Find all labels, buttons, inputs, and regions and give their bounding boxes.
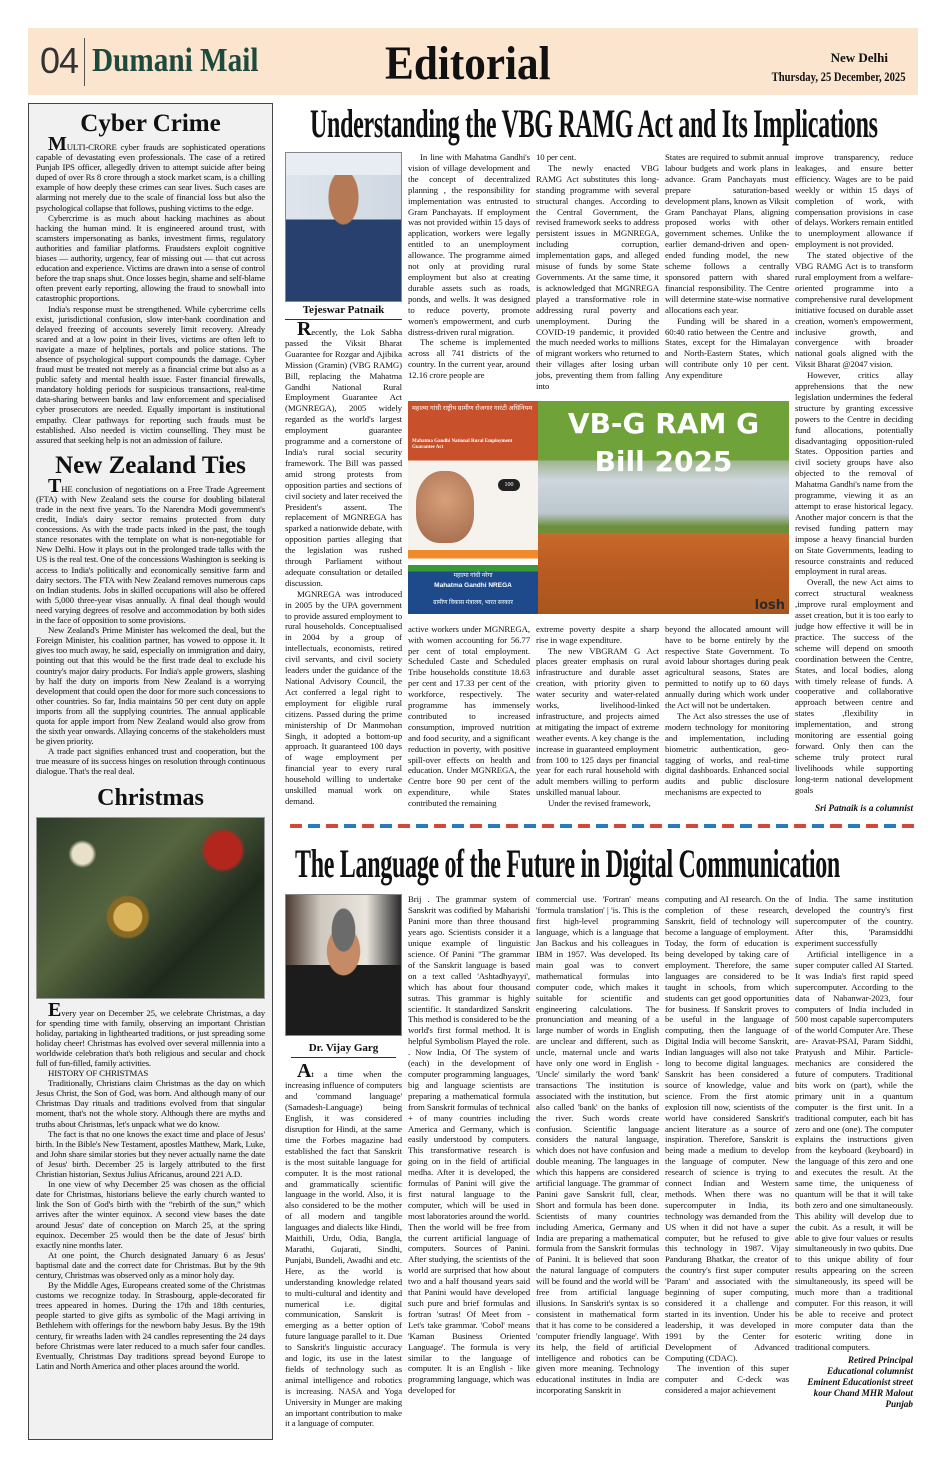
image-overlay-subtitle: Bill 2025 xyxy=(594,445,733,479)
paragraph: States are required to submit annual labour budgets and work plans in advance. Gram Panchayats must prepare saturation-based development plans, known as Viksit Gram Panchayat Plans, aligning proposed works with other government schemes. Unlike the earlier demand-driven and open-ended funding model, the new scheme follows a centrally sponsored pattern with shared financial responsibility. The Centre will determine state-wise normative allocations each year. xyxy=(665,152,789,315)
editorial-christmas xyxy=(36,783,265,1371)
main-articles xyxy=(285,100,918,1429)
article-column xyxy=(536,152,659,397)
paragraph: Under the revised framework, xyxy=(548,798,651,809)
paragraph-text: ecently, the Lok Sabha passed the Viksit Bharat Guarantee for Rozgar and Ajibika Mission (Gramin) (VBG RAMG) Bill, replacing the Mahatma Gandhi National Rural Employment Guarantee Act (MGNREGA), 2005 widely regarded as the world's largest employment guarantee programme and a cornerstone of India's rural social security framework. The Bill was passed amid strong protests from opposition parties and sections of civil society and later received the President's assent. The replacement of MGNREGA has sparked a nationwide debate, with opposition parties alleging that the legislation was rushed through Parliament without adequate consultation or detailed discussion. xyxy=(285,327,402,588)
paragraph-text: HE conclusion of negotiations on a Free Trade Agreement (FTA) with New Zealand sets the course for doubling bilateral trade in the next five years. To the Narendra Modi government's credit, India's dairy sector remains protected from duty concessions. As with the trade pacts inked in the past, the tough stance resonates with the template on what is non-negotiable for New Delhi. How it plays out in the prolonged trade talks with the US is the real test. One of the concessions Washington is seeking is access to India's politically and economically sensitive farm and dairy sectors. The FTA with New Zealand removes numerous caps on Indian students. Jobs in skilled occupations will also be offered with 5,000 three-year visas annually. A final deal though would need varying degrees of resolve and accommodation by both sides in the face of opposition to some provisions. xyxy=(36,483,265,626)
drop-cap: E xyxy=(48,998,62,1021)
nrega-poster xyxy=(408,401,538,614)
author-name: Dr. Vijay Garg xyxy=(291,1042,396,1058)
byline-line: Eminent Educationist street xyxy=(807,1376,913,1387)
article-column xyxy=(536,894,659,1429)
drop-cap: A xyxy=(297,1060,312,1083)
paragraph: of India. The same institution developed the country's first supercomputer of the country. After this, 'Paramsiddhi experiment successfully xyxy=(795,894,913,949)
paragraph: Brij . The grammar system of Sanskrit was codified by Maharishi Panini more than three thousand years ago. Scientists consider it a unique example of linguistic science. Of Panini "The grammar of the Sanskrit language is based on a text called 'Ashtadhyayyi', which has about four thousand sutras. This grammar is highly scientific. It standardized Sanskrit This method is considered to be the world's first formal method. It is helpful Symbolism Played the role. . Now India, Of The system of (each) in the development of computer programming languages, big and language scientists are preparing a mathematical formula from Sanskrit formulas of technical + of many countries including America and Germany, which is easily understood by computers. This transformative research is going on in the field of artificial medha. After it is developed, the formulas of Panini will give the first natural language to the computer, which will be used in most laboratories around the world. Then the world will be free from the current artificial language of computers. Sources of Panini. After studying, the scientists of the world are surprised that how about two and a half thousand years said that Panini would have developed such pure and brief formulas and fortran 'sutras! Of Meet from - Let's take grammar. 'Cobol' means 'Kaman Business Oriented Language'. The formula is very similar to the language of computer. It is an English - like programming language, which was developed for xyxy=(408,894,530,1396)
paragraph: active workers under MGNREGA, with women accounting for 56.77 per cent of total employment. Scheduled Caste and Scheduled Tribe households constitute 18.63 per cent and 17.33 per cent of the workforce, respectively. The programme has immensely contributed to increased consumption, improved nutrition and food security, and a significant reduction in poverty, with positive spill-over effects on health and education. Under MGNREGA, the Centre bore 90 per cent of the expenditure, while States contributed the remaining xyxy=(408,623,530,809)
editorial-title: Cyber Crime xyxy=(80,110,221,137)
drop-cap: R xyxy=(297,318,312,340)
paragraph: A trade pact signifies enhanced trust and cooperation, but the true measure of its success hinges on resolution through continuous dialogue. That's the real deal. xyxy=(36,746,265,777)
paragraph: The stated objective of the VBG RAMG Act is to transform rural employment from a welfare-oriented programme into a comprehensive rural development initiative focused on durable asset creation, women's empowerment, inclusive growth, and convergence with broader national goals aligned with the Viksit Bharat @2047 vision. xyxy=(795,250,913,370)
paragraph: The fact is that no one knows the exact time and place of Jesus' birth. In the Bible's New Testament, apostles Matthew, Mark, Luke, and John share similar stories but they never actually name the date of Jesus' birth. December 25 is largely attributed to the first Christian historian, Sextus Julius Africanus, around 221 A.D. xyxy=(36,1128,265,1180)
article-column xyxy=(536,624,659,815)
gandhi-portrait xyxy=(416,471,474,543)
article-column xyxy=(285,1060,402,1429)
paragraph: In line with Mahatma Gandhi's vision of village development and the concept of decentralized planning , the responsibility for implementation was entrusted to Gram Panchayats. If employment was not provided within 15 days of application, workers were legally entitled to an unemployment allowance. The programme aimed not only at providing rural employment but also at creating durable assets such as roads, ponds, and wells. It was designed to reduce poverty, promote women's empowerment, and curb distress-driven rural migration. xyxy=(408,152,530,337)
article-column xyxy=(408,152,530,397)
paragraph: At one point, the Church designated January 6 as Jesus' baptismal date and the correct date for Christmas. But by the 9th century, Christmas was observed only as a minor holy day. xyxy=(36,1249,265,1280)
paragraph: commercial use. 'Fortran' means 'formula translation' | 'is. This is the first high-level programming language, which is a language that Jan Backus and his colleagues in IBM in 1957. Was developed. Its main goal was to convert mathematical formulas into computer code, which makes it suitable for scientific and engineering calculations. The pronunciation and meaning of a large number of words in English are unclear and different, such as uncle, maternal uncle and warts have only one word in English - 'Uncle' similarly the word 'bank' transactions The institution is associated with the institution, but also called 'bank' on the banks of the river. Such words create confusion. Scientific language considers the natural language, which does not have confusion and double meaning. The languages in which this happens are considered artificial language. The grammar of Panini gave Sanskrit full, clear, Short and formula has been done. Scientists of many countries including America, Germany and India are preparing a mathematical formula from the Sanskrit formulas of Panini. It is believed that soon the natural language of computers will be found and the world will be free from artificial language illusions. In Sanskrit's syntax is so consistent in mathematical form that it has come to be considered a 'computer friendly language'. With its help, the field of artificial intelligence and robotics can be given more meaning. Technology educational institutes in India are incorporating Sanskrit in xyxy=(536,894,659,1396)
article-column-5 xyxy=(795,152,913,814)
author-byline: Sri Patnaik is a columnist xyxy=(814,803,913,814)
paragraph xyxy=(36,474,265,626)
byline-line: kour Chand MHR Malout xyxy=(813,1387,913,1398)
byline-line: Punjab xyxy=(885,1398,913,1409)
newspaper-name: Dumani Mail xyxy=(92,42,259,79)
article-column-1 xyxy=(285,894,402,1429)
author-photo xyxy=(285,152,402,302)
paragraph: However, critics allay apprehensions that the new legislation undermines the federal structure by granting excessive powers to the Centre in deciding fund allocations, potentially disadvantaging opposition-ruled States. Opposition parties and civil society groups have also objected to the removal of Mahatma Gandhi's name from the programme, viewing it as an attempt to erase historical legacy. Another major concern is that the revised funding pattern may impose a heavy financial burden on State Governments, leading to resource constraints and reduced employment in rural areas. xyxy=(795,370,913,577)
article-column xyxy=(665,152,789,397)
editorial-body xyxy=(36,998,265,1371)
section-divider xyxy=(290,824,918,828)
paragraph: The invention of this super computer and C-deck was considered a major achievement xyxy=(665,1363,789,1396)
paragraph: Overall, the new Act aims to correct structural weakness ,improve rural employment and asset creation, but it is too early to judge how effective it will be in practice. The success of the scheme will depend on smooth coordination between the Centre, States, and local bodies, along with timely release of funds. A cooperative and collaborative approach between centre and states ,flexibility in implementation, and strong monitoring are essential going forward. Only then can the scheme truly protect rural livelihoods while supporting long-term national development goals xyxy=(795,577,913,795)
article-sanskrit xyxy=(285,894,918,1429)
page-number: 04 xyxy=(40,40,79,81)
paragraph: computing and AI research. On the completion of these research, Sanskrit, field of technology will become a language of employment. Today, the form of education is being developed by taking care of employment. Therefore, the same languages are considered to be taught in schools, from which students can get good opportunities for business. If Sanskrit proves to be useful in the language of computing, then the language of Digital India will become Sanskrit, Indian languages will also not take long to become digital languages. Sanskrit has been considered a source of knowledge, value and science. From the first atomic explosion till now, scientists of the world have considered Sanskrit's ancient literature as a source of inspiration. Therefore, Sanskrit is being made a medium to develop the language of computer. New research of science is trying to connect Indian and Western methods. When there was no supercomputer in India, its technology was demanded from the US when it did not have a super computer, but he refused to give this technology in 1987. Vijay Pandurang Bhatkar, the creator of the country's first super computer 'Param' and associated with the beginning of super computing, considered it a challenge and started in its invention. Under his leadership, it was developed in 1991 by the Center for Development of Advanced Computing (CDAC). xyxy=(665,894,789,1363)
image-overlay-title: VB-G RAM G xyxy=(567,407,760,441)
paragraph: beyond the allocated amount will have to be borne entirely by the respective State Government. To avoid labour shortages during peak agricultural seasons, States are permitted to notify up to 60 days annually during which work under the Act will not be undertaken. xyxy=(665,623,789,711)
paragraph: The Act also stresses the use of modern technology for monitoring and implementation, including biometric authentication, geo-tagging of works, and real-time digital dashboards. Enhanced social audits and public disclosure mechanisms are expected to xyxy=(665,710,789,798)
drop-cap: M xyxy=(48,133,67,155)
article-vbg-ramg xyxy=(285,152,918,814)
issue-date: Thursday, 25 December, 2025 xyxy=(772,70,906,84)
article-column xyxy=(795,152,913,795)
dateline-city: New Delhi xyxy=(830,50,888,65)
masthead xyxy=(28,28,918,95)
poster-hindi-title: महात्मा गांधी राष्ट्रीय ग्रामीण रोजगार गारंटी अधिनियम xyxy=(412,405,533,413)
christmas-photo xyxy=(36,817,265,999)
paragraph: extreme poverty despite a sharp rise in wage expenditure. xyxy=(536,623,659,645)
article-headline: Understanding the VBG RAMG Act and Its Implications xyxy=(310,101,878,146)
paragraph: Traditionally, Christians claim Christmas as the day on which Jesus Christ, the Son of God, was born. And although many of our Christmas Day rituals and traditions evolved from that singular moment, that's not the whole story. Although there are myths and truths about Christmas, let's unpack what we do know. xyxy=(36,1078,265,1129)
poster-english-name: Mahatma Gandhi NREGA xyxy=(434,582,512,590)
paragraph: Funding will be shared in a 60:40 ratio between the Centre and States, except for the Himalayan and North-Eastern States, which will contribute only 10 per cent. Any expenditure xyxy=(665,315,789,381)
paragraph: New Zealand's Prime Minister has welcomed the deal, but the Foreign Minister, his coalition partner, has vowed to oppose it. It gives too much away, he said, especially on immigration and dairy, pointing out that this would be the first trade deal to exclude his country's major dairy products. For India's apple growers, slashing by half the duty on imports from New Zealand is a worrying development that could open the door for more such concessions to other countries. So far, India maintains 50 per cent duty on apple imports from all the supplying countries. The annual applicable quota for apple import from New Zealand would also grow from the sixth year onwards. Allaying concerns of the stakeholders must be given priority. xyxy=(36,625,265,747)
poster-ministry: ग्रामीण विकास मंत्रालय, भारत सरकार xyxy=(433,600,513,607)
byline-line: Educational columnist xyxy=(826,1365,913,1376)
paragraph: 10 per cent. xyxy=(536,152,577,162)
article-column xyxy=(665,624,789,815)
paragraph: Cybercrime is as much about hacking machines as about hacking the human mind. It is engineered around trust, with scamsters impersonating as banks, investment firms, regulatory authorities and familiar platforms. Fraudsters exploit cognitive biases — authority, urgency, fear of missing out — that cut across education and experience. Victims are drawn into a sense of control before the trap snaps shut. Once losses begin, shame and self-blame often prevent early reporting, allowing the fraud to snowball into catastrophic proportions. xyxy=(36,212,265,304)
paragraph: The newly enacted VBG RAMG Act substitutes this long-standing programme with several structural changes. According to the Central Government, the revised framework seeks to address persistent issues in MGNREGA, including corruption, implementation gaps, and alleged misuse of funds by some State Governments. At the same time, it is acknowledged that MGNREGA played a transformative role in addressing rural poverty and unemployment. During the COVID-19 pandemic, it provided the much needed works to millions of migrant workers who returned to their villages after losing urban jobs, preventing them from falling into xyxy=(536,162,659,392)
paragraph: In one view of why December 25 was chosen as the official date for Christmas, historians believe the early church wanted to link the Son of God's birth with the “rebirth of the sun,” which arrives after the winter equinox. A second view bases the date around Jesus' date of conception on March 25, at the spring equinox. December 25 would then be the date of Jesus' birth exactly nine months later. xyxy=(36,1179,265,1250)
paragraph xyxy=(36,133,265,213)
author-byline xyxy=(795,1355,913,1410)
paragraph-text: ULTI-CRORE cyber frauds are sophisticated operations capable of devastating even professionals. The case of a retired Punjab IPS officer, allegedly driven to attempt suicide after being duped of over Rs 8 crore through a stock market scam, is a chilling example of how deeply these crimes can sear lives. Such cases are alarming not merely due to the scale of financial loss but also the psychological collapse that follows, pushing victims to the edge. xyxy=(36,142,265,213)
editorial-title: Christmas xyxy=(97,784,204,811)
worksite-photo xyxy=(538,533,789,614)
article-column xyxy=(408,624,530,815)
author-photo xyxy=(285,894,402,1036)
poster-hindi-name: महात्मा गांधी नरेगा xyxy=(453,573,493,580)
article-column xyxy=(408,894,530,1429)
editorial-cyber-crime xyxy=(36,109,265,445)
editorial-new-zealand xyxy=(36,451,265,777)
byline-line: Retired Principal xyxy=(847,1354,913,1365)
article-image xyxy=(408,401,789,614)
paragraph: Artificial intelligence in a super computer called AI Started. It was India's first rapid speed supercomputer. According to the data of Nabanwar-2023, four computers of India included in 500 most capable supercomputers of the world Computer Are. These are- Aravat-PSAI, Param Siddhi, Pratyush and Mihir. Particle-mechanics are considered the future of computers. Traditional bits work on (part), while the primary unit in a quantum computer is the first unit. In a traditional computer, each bit has zero and one (one). The computer explains the instructions given from the keyboard (keyboard) in the language of this zero and one and executes the result. At the same time, the uniqueness of quantum will be that it will take both zero and one simultaneously. This ability will develop due to the cubit. As a result, it will be able to give four values or results simultaneously in two qubits. Due to this unique ability of four results appearing on the screen simultaneously, its speed will be much more than a traditional computer. For this reason, it will be able to receive and protect more computer data than the esoteric writing done in traditional computers. xyxy=(795,949,913,1352)
masthead-divider xyxy=(84,38,85,86)
paragraph xyxy=(285,1060,402,1429)
author-name: Tejeswar Patnaik xyxy=(285,304,402,320)
image-watermark: losh xyxy=(754,598,785,614)
paragraph: India's response must be strengthened. While cybercrime cells exist, jurisdictional confusion, slow inter-bank coordination and delayed freezing of accounts severely limit recovery. Already scared and at a low point in their lives, victims are often left to navigate a maze of helplines, portals and police stations. The absence of psychological support compounds the damage. Cyber fraud must be treated not merely as a financial crime but also as a public safety and mental health issue. Faster financial firewalls, mandatory holding periods for suspicious transactions, real-time data-sharing between banks and law enforcement and specialised cyber prosecutors are needed. Equally important is institutional empathy. Clear pathways for reporting such frauds must be established. Also needed is victim counselling. They must be assured that seeking help is not an admission of failure. xyxy=(36,303,265,445)
paragraph: HISTORY OF CHRISTMAS xyxy=(48,1068,149,1079)
article-column-5 xyxy=(795,894,913,1429)
editorial-body xyxy=(36,133,265,445)
paragraph: By the Middle Ages, Europeans created some of the Christmas customs we recognize today. In Strasbourg, apple-decorated fir trees appeared in homes. During the 17th and 18th centuries, people started to give gifts as symbolic of the Magi arriving in Bethlehem with offerings for the newborn baby Jesus. By the 19th century, fir wreaths laden with 24 candles representing the 24 days before Christmas were later reduced to a much safer four candles. Eventually, Christmas Day traditions spread beyond Europe to Latin and North America and other places around the world. xyxy=(36,1280,265,1371)
paragraph: The new VBGRAM G Act places greater emphasis on rural infrastructure and durable asset creation, with priority given to water security and water-related works, livelihood-linked infrastructure, and projects aimed at mitigating the impact of extreme weather events. A key change is the increase in guaranteed employment from 100 to 125 days per financial year for each rural household with adult members willing to perform unskilled manual labour. xyxy=(536,645,659,798)
poster-english-title: Mahatma Gandhi National Rural Employment Guarantee Act xyxy=(412,439,513,451)
paragraph-text: t a time when the increasing influence of computers and 'command language' (Samadesh-Language) being English, it was considered disruption for Hindi, at the same time the Forbes magazine had established the fact that Sanskrit is the most suitable language for computer. It is the most rational and grammatically scientific language in the world. Also, it is also considered to be the mother of all modern and tangible languages and dialects like Hindi, Maithili, Urdu, Odia, Bangla, Marathi, Gujarati, Sindhi, Punjabi, Bundeli, Awadhi and etc. Here, as the world is understanding knowledge related to multi-cultural and identity and numerical i.e. digital communication, Sanskrit is emerging as a better option of future language parallel to it. Due to Sanskrit's linguistic accuracy and logic, its use in the latest fields of technology such as animal intelligence and robotics is increasing. NASA and Yoga University in Munger are making an important contribution to make it a language of computer. xyxy=(285,1069,402,1429)
article-column xyxy=(285,318,402,807)
paragraph: MGNREGA was introduced in 2005 by the UPA government to provide assured employment to rural households. Conceptualised in 2004 by a group of intellectuals, economists, retired civil servants, and civil society leaders under the guidance of the National Advisory Council, the Act conferred a legal right to employment for eligible rural citizens. Passed during the prime ministership of Dr Manmohan Singh, it adopted a bottom-up approach. It guaranteed 100 days of wage employment per financial year to every rural household willing to undertake unskilled manual work on demand. xyxy=(285,588,402,806)
poster-badge: 100 xyxy=(498,479,520,491)
article-column xyxy=(795,894,913,1352)
editorial-body xyxy=(36,474,265,777)
paragraph xyxy=(36,998,265,1069)
article-headline: The Language of the Future in Digital Communication xyxy=(295,841,840,887)
paragraph: improve transparency, reduce leakages, and ensure better efficiency. Wages are to be paid weekly or within 15 days of completion of work, with compensation provisions in case of delays. Workers remain entitled to unemployment allowance if employment is not provided. xyxy=(795,152,913,250)
article-column xyxy=(665,894,789,1429)
drop-cap: T xyxy=(48,474,62,497)
editorial-sidebar xyxy=(28,103,273,1440)
paragraph: The scheme is implemented across all 741 districts of the country. In the current year, around 12.16 crore people are xyxy=(408,337,530,381)
paragraph xyxy=(285,318,402,589)
article-column-1 xyxy=(285,152,402,814)
paragraph-text: very year on December 25, we celebrate Christmas, a day for spending time with family, observing an important Christian holiday, partaking in lighthearted traditions, or just spreading some holiday cheer! Christmas has evolved over several millennia into a worldwide celebration that's both religious and secular and chock full of fun-filled, family activities. xyxy=(36,1007,265,1068)
editorial-title: New Zealand Ties xyxy=(55,451,246,479)
section-title: Editorial xyxy=(385,37,551,90)
